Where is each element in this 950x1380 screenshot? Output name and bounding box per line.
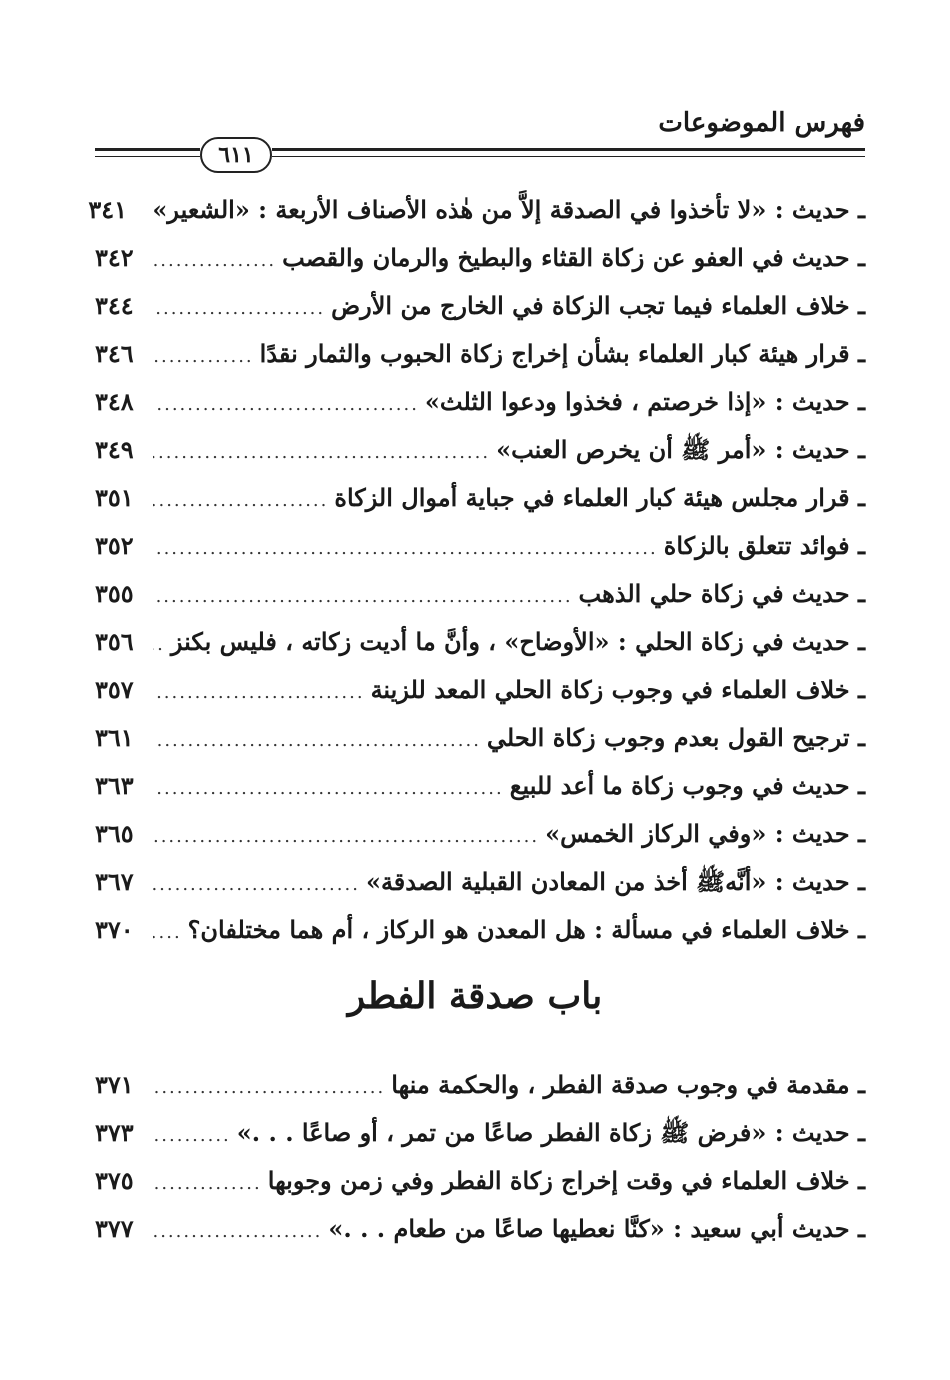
toc-leader-dots xyxy=(153,922,182,943)
toc-leader-dots xyxy=(153,250,276,271)
header-rule-right xyxy=(272,148,865,151)
toc-entry-page: ٣٥٦ xyxy=(95,627,134,656)
toc-entry-title: ـ خلاف العلماء في وجوب زكاة الحلي المعد للزينة xyxy=(370,675,865,704)
toc-entry-page: ٣٧٠ xyxy=(95,915,134,944)
toc-entry-title: ـ قرار مجلس هيئة كبار العلماء في جباية أموال الزكاة xyxy=(334,483,865,512)
header-rule-left xyxy=(95,148,200,151)
toc-leader-dots xyxy=(153,394,419,415)
toc-entry xyxy=(95,291,865,331)
toc-entry xyxy=(95,1214,865,1254)
toc-entry-title: ـ خلاف العلماء في وقت إخراج زكاة الفطر وفي زمن وجوبها xyxy=(267,1166,865,1195)
toc-entry-title: ـ قرار هيئة كبار العلماء بشأن إخراج زكاة الحبوب والثمار نقدًا xyxy=(259,339,865,368)
toc-leader-dots xyxy=(153,442,490,463)
toc-entry-page: ٣٦١ xyxy=(95,723,134,752)
page-number: ٦١١ xyxy=(200,137,272,173)
toc-entry-page: ٣٦٣ xyxy=(95,771,134,800)
toc-entry-page: ٣٦٧ xyxy=(95,867,134,896)
toc-entry-title: ـ حديث : «إذا خرصتم ، فخذوا ودعوا الثلث» xyxy=(424,387,865,416)
toc-entry-page: ٣٥١ xyxy=(95,483,134,512)
toc-entry-title: ـ حديث : «وفي الركاز الخمس» xyxy=(545,819,865,848)
section-heading: باب صدقة الفطر xyxy=(347,975,603,1017)
toc-leader-dots xyxy=(153,346,254,367)
toc-entry xyxy=(95,1070,865,1110)
toc-entry xyxy=(95,387,865,427)
toc-entry xyxy=(95,339,865,379)
toc-leader-dots xyxy=(153,874,360,895)
toc-entry xyxy=(95,915,865,955)
toc-entry-title: ـ حديث : «أنَّهﷺ أخذ من المعادن القبلية الصدقة» xyxy=(365,867,865,896)
toc-entry xyxy=(95,1166,865,1206)
toc-leader-dots xyxy=(153,778,504,799)
toc-leader-dots xyxy=(153,298,325,319)
toc-leader-dots xyxy=(153,490,328,511)
toc-entry-title: ـ حديث في زكاة الحلي : «الأوضاح» ، وأنَّ ما أديت زكاته ، فليس بكنز xyxy=(170,627,865,656)
toc-entry-title: ـ فوائد تتعلق بالزكاة xyxy=(663,531,865,560)
toc-leader-dots xyxy=(153,538,658,559)
toc-entry-page: ٣٤٤ xyxy=(95,291,134,320)
toc-leader-dots xyxy=(153,1077,385,1098)
toc-entry xyxy=(95,675,865,715)
toc-entry xyxy=(95,1118,865,1158)
toc-entry-title: ـ حديث : «فرض ﷺ زكاة الفطر صاعًا من تمر ، أو صاعًا . . .» xyxy=(236,1118,865,1147)
toc-entry-page: ٣٧٣ xyxy=(95,1118,134,1147)
toc-entry-page: ٣٤٨ xyxy=(95,387,134,416)
toc-entry-page: ٣٥٥ xyxy=(95,579,134,608)
toc-entry-page: ٣٤٢ xyxy=(95,243,134,272)
toc-leader-dots xyxy=(153,682,365,703)
toc-leader-dots xyxy=(153,730,481,751)
toc-entry-title: ـ حديث في وجوب زكاة ما أعد للبيع xyxy=(509,771,865,800)
toc-entry-page: ٣٥٧ xyxy=(95,675,134,704)
toc-entry-title: ـ حديث : «لا تأخذوا في الصدقة إلاَّ من هٰذه الأصناف الأربعة : «الشعير» xyxy=(152,195,865,224)
toc-entry-page: ٣٧٥ xyxy=(95,1166,134,1195)
toc-entry-title: ـ حديث في زكاة حلي الذهب xyxy=(578,579,865,608)
toc-entry-page: ٣٥٢ xyxy=(95,531,134,560)
toc-entry-title: ـ مقدمة في وجوب صدقة الفطر ، والحكمة منها xyxy=(391,1070,865,1099)
toc-entry-title: ـ خلاف العلماء فيما تجب الزكاة في الخارج من الأرض xyxy=(331,291,865,320)
toc-leader-dots xyxy=(153,1125,231,1146)
toc-leader-dots xyxy=(153,1173,262,1194)
header-rule-left-thin xyxy=(95,156,200,157)
toc-entry xyxy=(95,819,865,859)
toc-entry xyxy=(95,531,865,571)
header-title: فهرس الموضوعات xyxy=(658,108,865,138)
toc-entry-page: ٣٧١ xyxy=(95,1070,134,1099)
header-rule-right-thin xyxy=(272,156,865,157)
toc-entry-title: ـ خلاف العلماء في مسألة : هل المعدن هو الركاز ، أم هما مختلفان؟ xyxy=(187,915,865,944)
toc-entry xyxy=(95,579,865,619)
toc-entry xyxy=(95,243,865,283)
toc-entry-title: ـ حديث في العفو عن زكاة القثاء والبطيخ والرمان والقصب xyxy=(282,243,865,272)
toc-leader-dots xyxy=(153,1221,322,1242)
toc-entry-page: ٣٤١ xyxy=(88,195,128,224)
toc-leader-dots xyxy=(153,586,573,607)
toc-entry-page: ٣٤٦ xyxy=(95,339,134,368)
toc-entry-page: ٣٤٩ xyxy=(95,435,134,464)
toc-entry xyxy=(95,867,865,907)
toc-entry xyxy=(95,771,865,811)
toc-entry xyxy=(95,435,865,475)
toc-entry xyxy=(95,723,865,763)
toc-entry-title: ـ ترجيح القول بعدم وجوب زكاة الحلي xyxy=(486,723,865,752)
toc-entry-page: ٣٦٥ xyxy=(95,819,134,848)
toc-entry-title: ـ حديث أبي سعيد : «كنَّا نعطيها صاعًا من طعام . . .» xyxy=(328,1214,865,1243)
toc-entry xyxy=(95,483,865,523)
toc-leader-dots xyxy=(153,826,539,847)
toc-entry-title: ـ حديث : «أمر ﷺ أن يخرص العنب» xyxy=(496,435,865,464)
toc-entry-page: ٣٧٧ xyxy=(95,1214,134,1243)
toc-entry xyxy=(95,627,865,667)
toc-entry xyxy=(88,195,865,235)
toc-leader-dots xyxy=(153,634,165,655)
